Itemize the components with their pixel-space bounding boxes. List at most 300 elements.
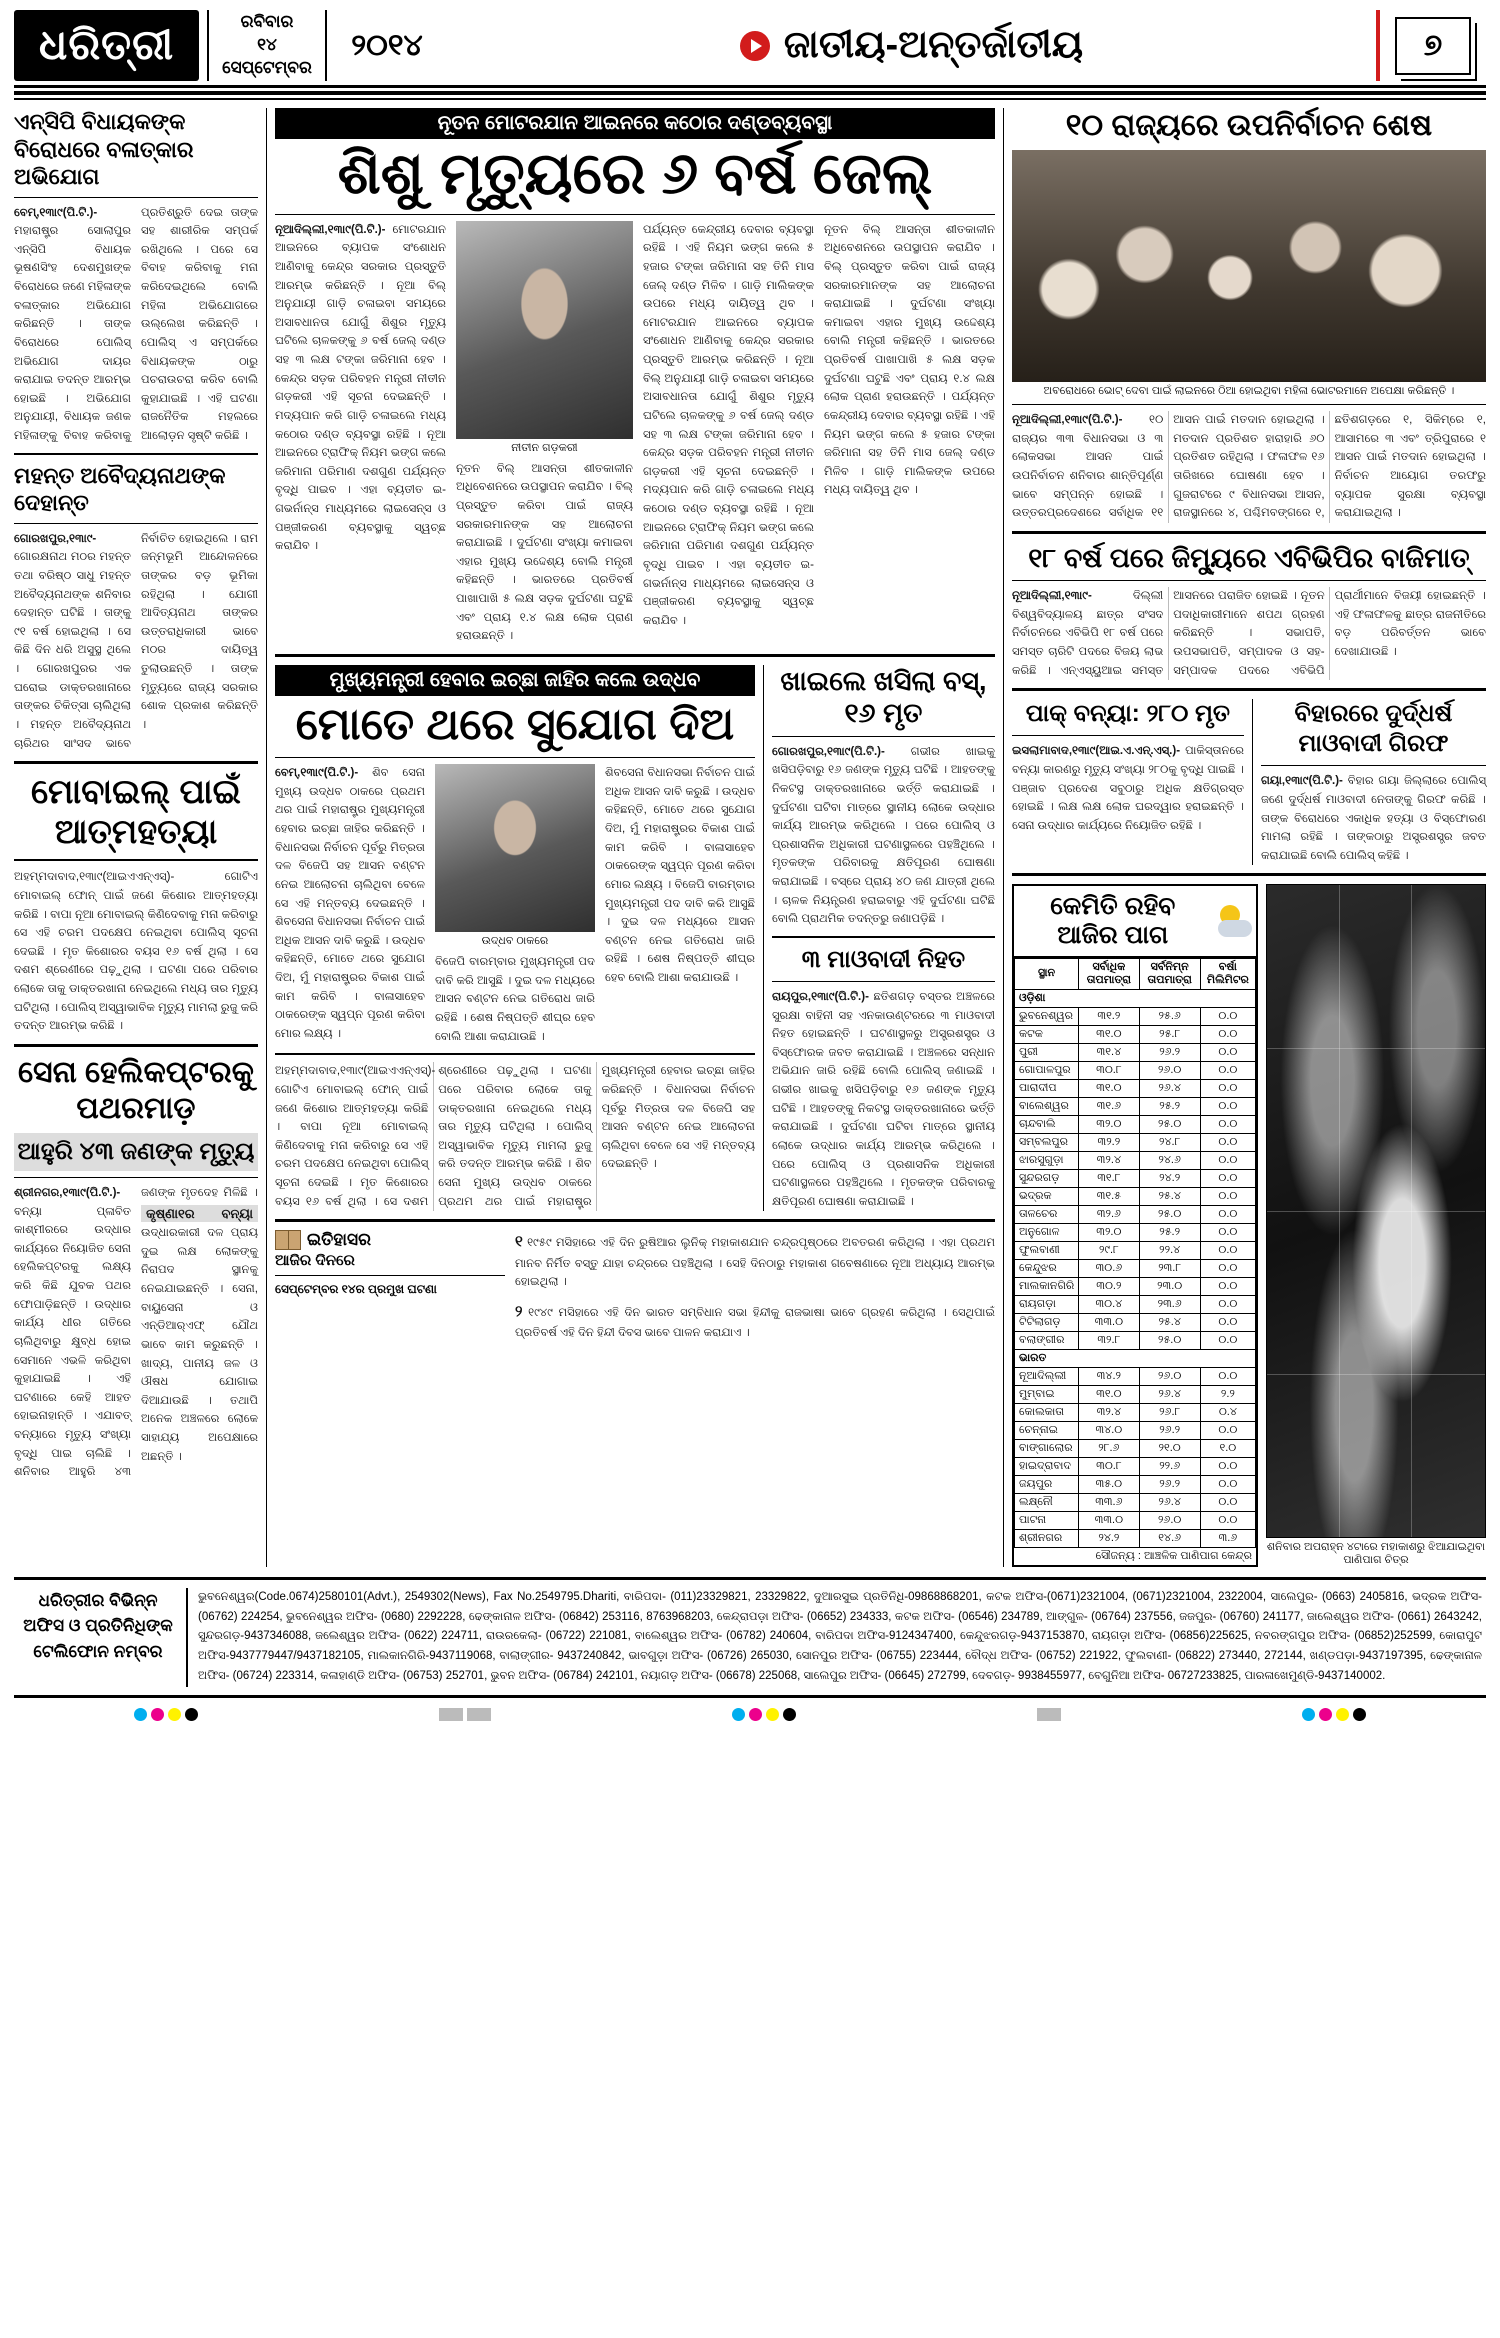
history-item-text: ୧୯୫୯ ମସିହାରେ ଏହି ଦିନ ରୁଷିଆର ଲୁନିକ୍‌ ମହାକାଶଯାନ ଚନ୍ଦ୍ରପୃଷ୍ଠରେ ଅବତରଣ କରିଥିଲା । ଏହା ପ୍ରଥମ ମାନବ ନିର୍ମିତ ବସ୍ତୁ ଯାହା ଚନ୍ଦ୍ରରେ ପହଞ୍ଚିଥିଲା । ସେହି ଦିନଠାରୁ ମହାକାଶ ଗବେଷଣାରେ ନୂଆ ଅଧ୍ୟାୟ ଆରମ୍ଭ ହୋଇଥିଲା । [514,1237,995,1289]
article-body [1012,587,1486,680]
body-text: ବନ୍ୟା ପ୍ଳାବିତ କାଶ୍ମୀରରେ ଉଦ୍ଧାର କାର୍ଯ୍ୟରେ ନିୟୋଜିତ ସେନା ହେଲିକପ୍ଟରକୁ ଲକ୍ଷ୍ୟ କରି କିଛି ଯୁବକ ପଥର ଫୋପାଡ଼ିଛନ୍ତି । ଉଦ୍ଧାର କାର୍ଯ୍ୟ ଧୀର ଗତିରେ ଚାଲିଥିବାରୁ କ୍ଷୁବ୍ଧ ହୋଇ ସେମାନେ ଏଭଳି କରିଥିବା କୁହାଯାଇଛି । ଏହି ଘଟଣାରେ କେହି ଆହତ ହୋଇନାହାନ୍ତି । ଏଯାବତ୍‌ ବନ୍ୟାରେ ମୃତ୍ୟୁ ସଂଖ୍ୟା ବୃଦ୍ଧି ପାଇ ଚାଲିଛି । ଶନିବାର ଆହୁରି ୪୩ ଜଣଙ୍କ ମୃତଦେହ ମିଳିଛି । [14,1186,258,1479]
masthead-rule-2 [14,98,1486,100]
weather-row [1014,1169,1255,1187]
weather-value: ୦.୦ [1200,1187,1255,1205]
divider [14,859,258,861]
weather-value: ୩୧.୦ [1079,1079,1139,1097]
article-body [772,743,995,929]
weather-value: ୦.୦ [1200,1421,1255,1439]
weather-value: ୩୧.୨ [1079,1007,1139,1025]
article-body-col4 [824,221,995,646]
weather-value: ୦.୦ [1200,1367,1255,1385]
column-left [14,108,258,1567]
dateline: ଗୋରଖପୁର,୧୩ା୯- [14,532,97,545]
color-group [1302,1708,1366,1721]
body-text-4: ପର୍ଯ୍ୟନ୍ତ କେନ୍ଦ୍ରୀୟ ଦେବାର ବ୍ୟବସ୍ଥା ରହିଛି । ଏହି ନିୟମ ଭଙ୍ଗ କଲେ ୫ ହଜାର ଟଙ୍କା ଜରିମାନା ସହ ତିନି ମାସ ଜେଲ୍‌ ଦଣ୍ଡ ମିଳିବ । ଗାଡ଼ି ମାଲିକଙ୍କ ଉପରେ ମଧ୍ୟ ଦାୟିତ୍ୱ ଥିବ । [823,391,995,497]
headline: ୩ ମାଓବାଦୀ ନିହତ [801,945,966,973]
divider [14,761,258,764]
weather-row [1014,1151,1255,1169]
body-text-7: ଶିବ ସେନା ମୁଖ୍ୟ ଉଦ୍ଧବ ଠାକରେ ପ୍ରଥମ ଥର ପାଇଁ ମହାରାଷ୍ଟ୍ର ମୁଖ୍ୟମନ୍ତ୍ରୀ ହେବାର ଇଚ୍ଛା ଜାହିର କରିଛନ୍ତି । ବିଧାନସଭା ନିର୍ବାଚନ ପୂର୍ବରୁ ମିତ୍ରତା ଦଳ ବିଜେପି ସହ ଆସନ ବଣ୍ଟନ ନେଇ ଆଲୋଚନା ଚାଲିଥିବା ବେଳେ ସେ ଏହି ମନ୍ତବ୍ୟ ଦେଇଛନ୍ତି । [438,1065,755,1208]
body-text: ଗୋରକ୍ଷନାଥ ମଠର ମହନ୍ତ ତଥା ବରିଷ୍ଠ ସାଧୁ ମହନ୍ତ ଅବୈଦ୍ୟନାଥଙ୍କ ଶନିବାର ଦେହାନ୍ତ ଘଟିଛି । ତାଙ୍କୁ ୯୧ ବର୍ଷ ହୋଇଥିଲା । ସେ କିଛି ଦିନ ଧରି ଅସୁସ୍ଥ ଥିଲେ । ଗୋରଖପୁରର ଏକ ଘରୋଇ ଡାକ୍ତରଖାନାରେ ତାଙ୍କର ଚିକିତ୍ସା ଚାଲିଥିଲା । ମହନ୍ତ ଅବୈଦ୍ୟନାଥ ଚାରିଥର ସାଂସଦ ଭାବେ ନିର୍ବାଚିତ ହୋଇଥିଲେ । ରାମ ଜନ୍ମଭୂମି ଆନ୍ଦୋଳନରେ ତାଙ୍କର ବଡ଼ ଭୂମିକା ରହିଥିଲା । ଯୋଗୀ ଆଦିତ୍ୟନାଥ ତାଙ୍କର ଉତ୍ତରାଧିକାରୀ ଭାବେ ମଠର ଦାୟିତ୍ୱ ତୁଲାଉଛନ୍ତି । ତାଙ୍କ ମୃତ୍ୟୁରେ ରାଜ୍ୟ ସରକାର ଶୋକ ପ୍ରକାଶ କରିଛନ୍ତି । [14,532,258,750]
section-title: ଜାତୀୟ-ଅନ୍ତର୍ଜାତୀୟ [783,24,1084,66]
weather-city: ରାୟଗଡ଼ା [1014,1295,1078,1313]
weather-city: ଗୋପାଳପୁର [1014,1061,1078,1079]
weather-value: ୦.୦ [1200,1151,1255,1169]
photo-caption: ନୀତୀନ ଗଡ଼କରୀ [511,441,578,454]
weather-row [1014,1241,1255,1259]
divider [1012,531,1486,534]
weather-value: ୩୩.୬ [1079,1493,1139,1511]
weather-city: କେନ୍ଦୁଝର [1014,1259,1078,1277]
weather-value: ୩୪.୨ [1079,1367,1139,1385]
divider [14,1177,258,1178]
weather-value: ୦.୦ [1200,1313,1255,1331]
weather-value: ୦.୦ [1200,1223,1255,1241]
center-lower-section [275,665,995,1212]
weather-city: ଝାରସୁଗୁଡ଼ା [1014,1151,1078,1169]
weather-value: ୨୨.୬ [1139,1457,1200,1475]
satellite-block [1266,884,1486,1567]
weather-value: ୩୧.୪ [1079,1043,1139,1061]
weather-section-label: ଓଡ଼ିଶା [1014,989,1255,1007]
issue-date-text: ୧୪ ସେପ୍ଟେମ୍ବର [222,35,312,77]
divider [1012,404,1486,405]
right-two-up [1012,699,1486,865]
weather-city: ଲକ୍ଷ୍ନୌ [1014,1493,1078,1511]
history-subtitle: ଆଜିର ଦିନରେ [274,1252,355,1270]
color-group [1037,1708,1061,1721]
weather-value: ୨୮.୬ [1079,1439,1139,1457]
history-item-marker: ୨ [514,1302,523,1320]
weather-city: ନୂଆଦିଲ୍ଲୀ [1014,1367,1078,1385]
weather-col-min: ସର୍ବନିମ୍ନ ତାପମାତ୍ରା [1139,958,1200,989]
weather-value: ୨୯.୮ [1079,1241,1139,1259]
weather-value: ୩୨.୮ [1079,1331,1139,1349]
weather-value: ୨୬.୪ [1139,1493,1200,1511]
article-body-col1 [275,764,425,1046]
weather-value: ୨୨.୪ [1139,1241,1200,1259]
weather-row [1014,1511,1255,1529]
weather-city: ଜୟପୁର [1014,1475,1078,1493]
weather-value: ୦.୦ [1200,1277,1255,1295]
divider [14,523,258,524]
weather-value: ୨୬.୨ [1139,1421,1200,1439]
body-text: ମୋଟରଯାନ ଆଇନରେ ବ୍ୟାପକ ସଂଶୋଧନ ଆଣିବାକୁ କେନ୍ଦ୍ର ସରକାର ପ୍ରସ୍ତୁତି ଆରମ୍ଭ କରିଛନ୍ତି । ନୂଆ ବିଲ୍‌ ଅନୁଯାୟୀ ଗାଡ଼ି ଚଳାଇବା ସମୟରେ ଅସାବଧାନତା ଯୋଗୁଁ ଶିଶୁର ମୃତ୍ୟୁ ଘଟିଲେ ଚାଳକଙ୍କୁ ୬ ବର୍ଷ ଜେଲ୍‌ ଦଣ୍ଡ ସହ ୩ ଲକ୍ଷ ଟଙ୍କା ଜରିମାନା ହେବ । କେନ୍ଦ୍ର ସଡ଼କ ପରିବହନ ମନ୍ତ୍ରୀ ନୀତୀନ ଗଡ଼କରୀ ଏହି ସୂଚନା ଦେଇଛନ୍ତି । ମଦ୍ୟପାନ କରି ଗାଡ଼ି ଚଳାଇଲେ ମଧ୍ୟ କଠୋର ଦଣ୍ଡ ବ୍ୟବସ୍ଥା ରହିଛି । ନୂଆ ଆଇନରେ ଟ୍ରାଫିକ୍‌ ନିୟମ ଭଙ୍ଗ କଲେ ଜରିମାନା ପରିମାଣ ଦଶଗୁଣ ପର୍ଯ୍ୟନ୍ତ ବୃଦ୍ଧି ପାଇବ । ଏହା ବ୍ୟତୀତ ଇ-ଗଭର୍ନାନ୍ସ ମାଧ୍ୟମରେ ଲାଇସେନ୍ସ ଓ ପଞ୍ଜୀକରଣ ବ୍ୟବସ୍ଥାକୁ ସ୍ୱଚ୍ଛ କରାଯିବ । [274,223,446,553]
article-body-col3 [605,764,755,1046]
weather-value: ୩୩.୦ [1079,1511,1139,1529]
weather-value: ୦.୦ [1200,1205,1255,1223]
weather-row [1014,1187,1255,1205]
body-text: ୧୦ ରାଜ୍ୟର ୩୩ ବିଧାନସଭା ଓ ୩ ଲୋକସଭା ଆସନ ପାଇଁ ଉପନିର୍ବାଚନ ଶନିବାର ଶାନ୍ତିପୂର୍ଣ୍ଣ ଭାବେ ସମ୍ପନ୍ନ ହୋଇଛି । ଉତ୍ତରପ୍ରଦେଶରେ ସର୍ବାଧିକ ୧୧ ଆସନ ପାଇଁ ମତଦାନ ହୋଇଥିଲା । ମତଦାନ ପ୍ରତିଶତ ହାରାହାରି ୬୦ ପ୍ରତିଶତ ରହିଥିଲା । ଫଳାଫଳ ୧୬ ତାରିଖରେ ଘୋଷଣା ହେବ । [1011,414,1325,520]
history-title: ଇତିହାସର [306,1230,371,1250]
body-text-5: ବିଜେପି ବାରମ୍ବାର ମୁଖ୍ୟମନ୍ତ୍ରୀ ପଦ ଦାବି କରି ଆସୁଛି । ଦୁଇ ଦଳ ମଧ୍ୟରେ ଆସନ ବଣ୍ଟନ ନେଇ ଗତିରୋଧ ଜାରି ରହିଛି । ଶେଷ ନିଷ୍ପତ୍ତି ଶୀଘ୍ର ହେବ ବୋଲି ଆଶା କରାଯାଉଛି । [604,878,755,985]
weather-value: ୩୨.୦ [1079,1115,1139,1133]
article-body [14,204,258,446]
weather-row [1014,1061,1255,1079]
weather-value: ୦.୦ [1200,1097,1255,1115]
weather-value: ୨୪.୬ [1139,1151,1200,1169]
weather-row [1014,1025,1255,1043]
weather-value: ୩୦.୮ [1079,1061,1139,1079]
body-text: ଛତିଶଗଡ଼ ବସ୍ତର ଅଞ୍ଚଳରେ ସୁରକ୍ଷା ବାହିନୀ ସହ ଏନକାଉଣ୍ଟରରେ ୩ ମାଓବାଦୀ ନିହତ ହୋଇଛନ୍ତି । ଘଟଣାସ୍ଥଳରୁ ଅସ୍ତ୍ରଶସ୍ତ୍ର ଓ ବିସ୍ଫୋରକ ଜବତ କରାଯାଇଛି । ଅଞ୍ଚଳରେ ସନ୍ଧାନ ଅଭିଯାନ ଜାରି ରହିଛି ବୋଲି ପୋଲିସ୍‌ ଜଣାଇଛି । [771,990,995,1078]
weather-row [1014,1529,1255,1547]
dateline: ବେମ୍‌,୧୩ା୯(ପି.ଟି.)- [274,767,359,780]
article-body-col3 [643,221,814,646]
photo-block [435,764,595,1046]
weather-value: ୩୨.୪ [1079,1403,1139,1421]
weather-value: ୩୫.୦ [1079,1475,1139,1493]
weather-city: ଫୁଲବାଣୀ [1014,1241,1078,1259]
body-text-2: ବସ୍‌ରେ ପ୍ରାୟ ୪୦ ଜଣ ଯାତ୍ରୀ ଥିଲେ । ଚାଳକ ନିୟନ୍ତ୍ରଣ ହରାଇବାରୁ ଏହି ଦୁର୍ଘଟଣା ଘଟିଛି ବୋଲି ପ୍ରାଥମିକ ତଦନ୍ତରୁ ଜଣାପଡ଼ିଛି । [771,876,995,926]
body-text-6: ଅହମ୍ମଦାବାଦ,୧୩ା୯(ଆଇଏଏନ୍‌ଏସ୍‌)- ଗୋଟିଏ ମୋବାଇଲ୍‌ ଫୋନ୍‌ ପାଇଁ ଜଣେ କିଶୋର ଆତ୍ମହତ୍ୟା କରିଛି । ବାପା ନୂଆ ମୋବାଇଲ୍‌ କିଣିଦେବାକୁ ମନା କରିବାରୁ ସେ ଏହି ଚରମ ପଦକ୍ଷେପ ନେଇଥିବା ପୋଲିସ୍‌ ସୂଚନା ଦେଇଛି । ମୃତ କିଶୋରର ବୟସ ୧୬ ବର୍ଷ ଥିଲା । ସେ ଦଶମ ଶ୍ରେଣୀରେ ପଢ଼ୁଥିଲା । ଘଟଣା ପରେ ପରିବାର ଲୋକେ ତାକୁ ଡାକ୍ତରଖାନା ନେଇଥିଲେ ମଧ୍ୟ ତାର ମୃତ୍ୟୁ ଘଟିଥିଲା । ପୋଲିସ୍‌ ଅସ୍ୱାଭାବିକ ମୃତ୍ୟୁ ମାମଲା ରୁଜୁ କରି ତଦନ୍ତ ଆରମ୍ଭ କରିଛି । [274,1065,592,1208]
weather-city: ସମ୍ବଲପୁର [1014,1133,1078,1151]
weather-value: ୦.୦ [1200,1043,1255,1061]
history-header [275,1230,505,1342]
weather-value: ୨୫.୨ [1139,1097,1200,1115]
article-mobile-suicide [14,772,258,1036]
weather-value: ୦.୦ [1200,1331,1255,1349]
masthead-rule [14,91,1486,95]
book-icon [275,1230,301,1250]
article-pak-flood [1012,699,1244,865]
body-text: ପାକିସ୍ତାନରେ ବନ୍ୟା କାରଣରୁ ମୃତ୍ୟୁ ସଂଖ୍ୟା ୨୮୦କୁ ବୃଦ୍ଧି ପାଇଛି । ପଞ୍ଜାବ ପ୍ରଦେଶ ସବୁଠାରୁ ଅଧିକ କ୍ଷତିଗ୍ରସ୍ତ ହୋଇଛି । ଲକ୍ଷ ଲକ୍ଷ ଲୋକ ଘରଦ୍ୱାର ହରାଇଛନ୍ତି । ସେନା ଉଦ୍ଧାର କାର୍ଯ୍ୟରେ ନିୟୋଜିତ ରହିଛି । [1011,745,1244,832]
weather-value: ୨୫.୪ [1139,1187,1200,1205]
dateline: ନୂଆଦିଲ୍ଲୀ,୧୩ା୯(ପି.ଟି.)- [274,223,386,236]
divider [1012,735,1244,736]
weather-col-place: ସ୍ଥାନ [1014,958,1078,989]
history-line: ସେପ୍ଟେମ୍ବର ୧୪ର ପ୍ରମୁଖ ଘଟଣା [274,1282,437,1297]
body-text-2: ଶିବସେନା ବିଧାନସଭା ନିର୍ବାଚନ ପାଇଁ ଅଧିକ ଆସନ ଦାବି କରୁଛି । ଉଦ୍ଧବ କହିଛନ୍ତି, ମୋତେ ଥରେ ସୁଯୋଗ ଦିଅ, ମୁଁ ମହାରାଷ୍ଟ୍ରର ବିକାଶ ପାଇଁ କାମ କରିବି । ବାଳାସାହେବ ଠାକରେଙ୍କ ସ୍ୱପ୍ନ ପୂରଣ କରିବା ମୋର ଲକ୍ଷ୍ୟ । [274,916,425,1040]
weather-city: ଅନୁଗୋଳ [1014,1223,1078,1241]
satellite-image [1266,884,1486,1538]
weather-value: ୩୧.୮ [1079,1169,1139,1187]
body-text-2: ଗଭୀର ଖାଇକୁ ଖସିପଡ଼ିବାରୁ ୧୬ ଜଣଙ୍କ ମୃତ୍ୟୁ ଘଟିଛି । ଆହତଙ୍କୁ ନିକଟସ୍ଥ ଡାକ୍ତରଖାନାରେ ଭର୍ତ୍ତି କରାଯାଇଛି । ଦୁର୍ଘଟଣା ଘଟିବା ମାତ୍ରେ ସ୍ଥାନୀୟ ଲୋକେ ଉଦ୍ଧାର କାର୍ଯ୍ୟ ଆରମ୍ଭ କରିଥିଲେ । ପରେ ପୋଲିସ୍‌ ଓ ପ୍ରଶାସନିକ ଅଧିକାରୀ ଘଟଣାସ୍ଥଳରେ ପହଞ୍ଚିଥିଲେ । ମୃତକଙ୍କ ପରିବାରକୁ କ୍ଷତିପୂରଣ ଘୋଷଣା କରାଯାଇଛି । [771,1084,995,1208]
divider [772,981,995,982]
weather-value: ୨୬.୦ [1139,1511,1200,1529]
divider [275,1053,755,1055]
article-body-continued [275,1062,755,1211]
weather-value: ୩୨.୨ [1079,1133,1139,1151]
body-text-under-photo: ନୂତନ ବିଲ୍‌ ଆସନ୍ତା ଶୀତକାଳୀନ ଅଧିବେଶନରେ ଉପସ୍ଥାପନ କରାଯିବ । ବିଲ୍‌ ପ୍ରସ୍ତୁତ କରିବା ପାଇଁ ରାଜ୍ୟ ସରକାରମାନଙ୍କ ସହ ଆଲୋଚନା କରାଯାଇଛି । ଦୁର୍ଘଟଣା ସଂଖ୍ୟା କମାଇବା ଏହାର ମୁଖ୍ୟ ଉଦ୍ଦେଶ୍ୟ ବୋଲି ମନ୍ତ୍ରୀ କହିଛନ୍ତି । ଭାରତରେ ପ୍ରତିବର୍ଷ ପାଖାପାଖି ୫ ଲକ୍ଷ ସଡ଼କ ଦୁର୍ଘଟଣା ଘଟୁଛି ଏବଂ ପ୍ରାୟ ୧.୪ ଲକ୍ଷ ଲୋକ ପ୍ରାଣ ହରାଉଛନ୍ତି । [455,462,633,643]
weather-row [1014,1223,1255,1241]
weather-table [1014,958,1256,1548]
body-text-2: ଉଦ୍ଧାରକାରୀ ଦଳ ପ୍ରାୟ ଦୁଇ ଲକ୍ଷ ଲୋକଙ୍କୁ ନିରାପଦ ସ୍ଥାନକୁ ନେଇଯାଇଛନ୍ତି । ସେନା, ବାୟୁସେନା ଓ ଏନ୍‌ଡିଆର୍‌ଏଫ୍‌ ଯୌଥ ଭାବେ କାମ କରୁଛନ୍ତି । ଖାଦ୍ୟ, ପାନୀୟ ଜଳ ଓ ଔଷଧ ଯୋଗାଇ ଦିଆଯାଉଛି । ତଥାପି ଅନେକ ଅଞ୍ଚଳରେ ଲୋକେ ସାହାଯ୍ୟ ଅପେକ୍ଷାରେ ଅଛନ୍ତି । [140,1227,258,1463]
weather-row [1014,1007,1255,1025]
weather-row [1014,1457,1255,1475]
weather-col-max: ସର୍ବାଧିକ ତାପମାତ୍ରା [1079,958,1139,989]
footer-title: ଧରିତ୍ରୀର ବିଭିନ୍ନ ଅଫିସ ଓ ପ୍ରତିନିଧିଙ୍କ ଟେଲିଫୋନ ନମ୍ବର [18,1588,188,1687]
weather-value: ୩୦.୨ [1079,1277,1139,1295]
footer-contacts [14,1577,1486,1698]
weather-value: ୦.୦ [1200,1007,1255,1025]
weather-city: ଚେନ୍ନାଇ [1014,1421,1078,1439]
column-divider [1003,108,1004,1567]
masthead [14,10,1486,88]
weather-section-row [1014,989,1255,1007]
weather-value: ୩୨.୦ [1079,1223,1139,1241]
weather-value: ୨୧.୦ [1139,1439,1200,1457]
article-bypolls [1012,108,1486,523]
weather-value: ୩୧.୦ [1079,1385,1139,1403]
weather-row [1014,1043,1255,1061]
weather-row [1014,1367,1255,1385]
weather-title: କେମିତି ରହିବ ଆଜିର ପାଗ [1050,892,1176,950]
weather-row [1014,1205,1255,1223]
article-body: ଅହମ୍ମଦାବାଦ,୧୩ା୯(ଆଇଏଏନ୍‌ଏସ୍‌)- ଗୋଟିଏ ମୋବାଇଲ୍‌ ଫୋନ୍‌ ପାଇଁ ଜଣେ କିଶୋର ଆତ୍ମହତ୍ୟା କରିଛି । ବାପା ନୂଆ ମୋବାଇଲ୍‌ କିଣିଦେବାକୁ ମନା କରିବାରୁ ସେ ଏହି ଚରମ ପଦକ୍ଷେପ ନେଇଥିବା ପୋଲିସ୍‌ ସୂଚନା ଦେଇଛି । ମୃତ କିଶୋରର ବୟସ ୧୬ ବର୍ଷ ଥିଲା । ସେ ଦଶମ ଶ୍ରେଣୀରେ ପଢ଼ୁଥିଲା । ଘଟଣା ପରେ ପରିବାର ଲୋକେ ତାକୁ ଡାକ୍ତରଖାନା ନେଇଥିଲେ ମଧ୍ୟ ତାର ମୃତ୍ୟୁ ଘଟିଥିଲା । ପୋଲିସ୍‌ ଅସ୍ୱାଭାବିକ ମୃତ୍ୟୁ ମାମଲା ରୁଜୁ କରି ତଦନ୍ତ ଆରମ୍ଭ କରିଛି । [14,871,258,1033]
weather-value: ୨୩.୮ [1139,1259,1200,1277]
weather-value: ୦.୦ [1200,1079,1255,1097]
weather-row [1014,1475,1255,1493]
weather-value: ୧.୦ [1200,1439,1255,1457]
weather-value: ୦.୦ [1200,1511,1255,1529]
headline: ମୋତେ ଥରେ ସୁଯୋଗ ଦିଅ [295,699,735,749]
body-text-2: ପର୍ଯ୍ୟନ୍ତ କେନ୍ଦ୍ରୀୟ ଦେବାର ବ୍ୟବସ୍ଥା ରହିଛି । ଏହି ନିୟମ ଭଙ୍ଗ କଲେ ୫ ହଜାର ଟଙ୍କା ଜରିମାନା ସହ ତିନି ମାସ ଜେଲ୍‌ ଦଣ୍ଡ ମିଳିବ । ଗାଡ଼ି ମାଲିକଙ୍କ ଉପରେ ମଧ୍ୟ ଦାୟିତ୍ୱ ଥିବ । [642,223,814,311]
weather-value: ୩୦.୪ [1079,1295,1139,1313]
weather-city: ବଲାଙ୍ଗୀର [1014,1331,1078,1349]
color-group [732,1708,796,1721]
weather-row [1014,1277,1255,1295]
weather-value: ୩୨.୬ [1079,1205,1139,1223]
article-army-helicopter [14,1055,258,1482]
article-uddhav [275,665,755,1212]
column-divider [763,665,764,1212]
article-body [1261,772,1486,865]
weather-value: ୨୬.୪ [1139,1079,1200,1097]
divider [772,936,995,938]
divider [772,736,995,737]
weather-value: ୨୫.୬ [1139,1007,1200,1025]
page-number-area [1376,10,1486,81]
article-bus-crash [772,665,995,929]
weather-city: କଟକ [1014,1025,1078,1043]
weather-city: ସୁନ୍ଦରଗଡ଼ [1014,1169,1078,1187]
color-group [439,1708,491,1721]
column-divider [1252,699,1253,865]
body-text-repeat: ମୋଟରଯାନ ଆଇନରେ ବ୍ୟାପକ ସଂଶୋଧନ ଆଣିବାକୁ କେନ୍ଦ୍ର ସରକାର ପ୍ରସ୍ତୁତି ଆରମ୍ଭ କରିଛନ୍ତି । ନୂଆ ବିଲ୍‌ ଅନୁଯାୟୀ ଗାଡ଼ି ଚଳାଇବା ସମୟରେ ଅସାବଧାନତା ଯୋଗୁଁ ଶିଶୁର ମୃତ୍ୟୁ ଘଟିଲେ ଚାଳକଙ୍କୁ ୬ ବର୍ଷ ଜେଲ୍‌ ଦଣ୍ଡ ସହ ୩ ଲକ୍ଷ ଟଙ୍କା ଜରିମାନା ହେବ । କେନ୍ଦ୍ର ସଡ଼କ ପରିବହନ ମନ୍ତ୍ରୀ ନୀତୀନ ଗଡ଼କରୀ ଏହି ସୂଚନା ଦେଇଛନ୍ତି । ମଦ୍ୟପାନ କରି ଗାଡ଼ି ଚଳାଇଲେ ମଧ୍ୟ କଠୋର ଦଣ୍ଡ ବ୍ୟବସ୍ଥା ରହିଛି । ନୂଆ ଆଇନରେ ଟ୍ରାଫିକ୍‌ ନିୟମ ଭଙ୍ଗ କଲେ ଜରିମାନା ପରିମାଣ ଦଶଗୁଣ ପର୍ଯ୍ୟନ୍ତ ବୃଦ୍ଧି ପାଇବ । ଏହା ବ୍ୟତୀତ ଇ-ଗଭର୍ନାନ୍ସ ମାଧ୍ୟମରେ ଲାଇସେନ୍ସ ଓ ପଞ୍ଜୀକରଣ ବ୍ୟବସ୍ଥାକୁ ସ୍ୱଚ୍ଛ କରାଯିବ । [642,316,814,627]
dateline: ଗୋରଖପୁର,୧୩ା୯(ପି.ଟି.)- [771,745,885,758]
weather-value: ୩.୬ [1200,1529,1255,1547]
column-right [1012,108,1486,1567]
issue-date [207,10,327,81]
dateline: ଇସଲାମାବାଦ,୧୩ା୯(ଆଇ.ଏ.ଏନ୍‌.ଏସ୍‌.)- [1011,745,1181,758]
weather-row [1014,1421,1255,1439]
weather-row [1014,1079,1255,1097]
weather-value: ୨୬.୦ [1139,1061,1200,1079]
weather-value: ୩୦.୬ [1079,1259,1139,1277]
weather-value: ୦.୦ [1200,1025,1255,1043]
article-motor-vehicle-act [275,108,995,646]
issue-year: ୨୦୧୪ [351,28,423,62]
body-text-2: ଗୁଜରାଟରେ ୯ ବିଧାନସଭା ଆସନ, ରାଜସ୍ଥାନରେ ୪, ପଶ୍ଚିମବଙ୍ଗରେ ୧, ଛତିଶଗଡ଼ରେ ୧, ସିକିମ୍‌ରେ ୧, ଆସାମରେ ୩ ଏବଂ ତ୍ରିପୁରାରେ ୧ ଆସନ ପାଇଁ ମତଦାନ ହୋଇଥିଲା । ନିର୍ବାଚନ ଆୟୋଗ ତରଫରୁ ବ୍ୟାପକ ସୁରକ୍ଷା ବ୍ୟବସ୍ଥା କରାଯାଇଥିଲା । [1173,414,1486,520]
weather-value: ୨୪.୨ [1079,1529,1139,1547]
weather-city: ପାରାଦୀପ [1014,1079,1078,1097]
weather-value: ୩୦.୮ [1079,1457,1139,1475]
weather-row [1014,1313,1255,1331]
article-body [772,988,995,1212]
dateline: ଶ୍ରୀନଗର,୧୩ା୯(ପି.ଟି.)- [14,1186,121,1199]
article-maoists-killed [772,945,995,1212]
article-abvp-du [1012,542,1486,681]
weather-value: ୨୩.୦ [1139,1277,1200,1295]
headline: ମହନ୍ତ ଅବୈଦ୍ୟନାଥଙ୍କ ଦେହାନ୍ତ [14,462,226,516]
weather-city: ଶ୍ରୀନଗର [1014,1529,1078,1547]
weather-city: ଭୁବନେଶ୍ୱର [1014,1007,1078,1025]
weather-value: ୦.୦ [1200,1169,1255,1187]
weather-value: ୨୫.୨ [1139,1223,1200,1241]
photo-caption: ଅବରୋଧରେ ଭୋଟ୍‌ ଦେବା ପାଇଁ ଲାଇନରେ ଠିଆ ହୋଇଥିବା ମହିଳା ଭୋଟରମାନେ ଅପେକ୍ଷା କରିଛନ୍ତି । [1043,385,1455,397]
history-item [515,1230,995,1292]
inline-subhead: କୃଷ୍ଣା୧ର ବନ୍ୟା [141,1205,258,1222]
weather-value: ୨୫.୦ [1139,1331,1200,1349]
body-text: ବିହାର ଗୟା ଜିଲ୍ଲାରେ ପୋଲିସ୍‌ ଜଣେ ଦୁର୍ଦ୍ଧର୍ଷ ମାଓବାଦୀ ନେତାଙ୍କୁ ଗିରଫ କରିଛି । ତାଙ୍କ ବିରୋଧରେ ଏକାଧିକ ହତ୍ୟା ଓ ବିସ୍ଫୋରଣ ମାମଲା ରହିଛି । ତାଙ୍କଠାରୁ ଅସ୍ତ୍ରଶସ୍ତ୍ର ଜବତ କରାଯାଇଛି ବୋଲି ପୋଲିସ୍‌ କହିଛି । [1260,775,1486,862]
weather-row [1014,1403,1255,1421]
weather-value: ୦.୦ [1200,1115,1255,1133]
divider [275,1219,995,1222]
photo-block [456,221,633,646]
photo-nitin-gadkari [456,221,633,439]
weather-row [1014,1385,1255,1403]
history-item [515,1300,995,1343]
divider [14,1044,258,1047]
weather-row [1014,1439,1255,1457]
dateline: ନୂଆଦିଲ୍ଲୀ,୧୩ା୯(ପି.ଟି.)- [1011,414,1123,426]
article-body-col1 [275,221,446,646]
weather-row [1014,1295,1255,1313]
weather-value: ୨୪.୮ [1139,1133,1200,1151]
weather-value: ୩୩.୦ [1079,1313,1139,1331]
divider [14,197,258,198]
body-text-2: ସଭାପତି, ଉପସଭାପତି, ସମ୍ପାଦକ ଓ ସହ-ସମ୍ପାଦକ ପଦରେ ଏବିଭିପି ପ୍ରାର୍ଥୀମାନେ ବିଜୟୀ ହୋଇଛନ୍ତି । ଏହି ଫଳାଫଳକୁ ଛାତ୍ର ରାଜନୀତିରେ ବଡ଼ ପରିବର୍ତ୍ତନ ଭାବେ ଦେଖାଯାଉଛି । [1173,590,1486,677]
headline: ପାକ୍‌ ବନ୍ୟା: ୨୮୦ ମୃତ [1025,700,1231,728]
article-mahanta-death [14,462,258,754]
weather-value: ୦.୦ [1200,1457,1255,1475]
weather-value: ୦.୪ [1200,1403,1255,1421]
subheadline: ଆହୁରି ୪୩ ଜଣଙ୍କ ମୃତ୍ୟୁ [17,1137,255,1165]
page-number: ୭ [1395,17,1471,75]
photo-women-voters [1012,150,1486,382]
color-group [134,1708,198,1721]
dateline: ଗୟା,୧୩ା୯(ପି.ଟି.)- [1260,775,1343,788]
weather-col-rain: ବର୍ଷା ମିଲିମିଟର [1200,958,1255,989]
column-center [275,108,995,1567]
satellite-caption: ଶନିବାର ଅପରାହ୍ନ ୪ଟାରେ ମହାକାଶରୁ ଝିଆଯାଇଥିବା ପାଣିପାଗ ଚିତ୍ର [1266,1540,1486,1566]
headline: ୧୮ ବର୍ଷ ପରେ ଜିମ୍ୟୁରେ ଏବିଭିପିର ବାଜିମାତ୍‌ [1028,542,1470,573]
footer-phone-list: ଭୁବନେଶ୍ୱର(Code.0674)2580101(Advt.), 2549302(News), Fax No.2549795.Dhariti, ବାରିପଦା- (011)23329821, 23329822, ଦୁଆରସୁଇ ପ୍ରତିନିଧି-09868868201, କଟକ ଅଫିସ-(0671)2321004, (0671)2321004, 2322004, ସାଲେପୁର- (0663) 2405816, ଭଦ୍ରକ ଅଫିସ- (06762) 224254, ଭୁବନେଶ୍ୱର ଅଫିସ- (0680) 2292228, ଢେଙ୍କାନାଳ ଅଫିସ- (06842) 253116, 8763968203, କେନ୍ଦ୍ରାପଡ଼ା ଅଫିସ- (06652) 234333, କଟକ ଅଫିସ- (06546) 234789, ଆଙ୍ଗୁଳ- (06764) 237556, ଜଜପୁର- (06760) 241177, ଜାଲେଶ୍ୱର ଅଫିସ- (0661) 2643242, ସୁନ୍ଦରଗଡ଼-9437346088, ଜଲେଶ୍ୱର ଅଫିସ- (0622) 224711, ରାଉରକେଲା- (06722) 221081, ବାଲେଶ୍ୱର ଅଫିସ- (06782) 240604, ବାରିପଦା ଅଫିସ-9124347400, କେନ୍ଦୁଝରଗଡ଼-9437153870, ରାୟଗଡ଼ା ଅଫିସ- (06856)225625, ନବରଙ୍ଗପୁର ଅଫିସ- (06852)252599, କୋରାପୁଟ ଅଫିସ-9437779447/9437182105, ମାଲକାନଗିରି-9437119068, ବାଲାଙ୍ଗୀର- 9437240842, ଭାବଗୁଡ଼ା ଅଫିସ- (06726) 265030, ସୋନପୁର ଅଫିସ- (06755) 223444, ବୌଦ୍ଧ ଅଫିସ- (06752) 221922, ଫୁଲବାଣୀ- (06822) 273440, 272144, ଖଣ୍ଡପଡ଼ା-9437197395, ଢେଙ୍କାନାଳ ଅଫିସ- (06724) 223314, କଳାହାଣ୍ଡି ଅଫିସ- (06753) 252701, ଭୁବନ ଅଫିସ- (06784) 242101, ନୟାଗଡ଼ ଅଫିସ- (06678) 225068, ସାଲେପୁର ଅଫିସ- (06645) 272799, ଦେବଗଡ଼- 9938455977, ବେଗୁନିଆ ଅଫିସ- 06727233825, ପାରଳାଖେମୁଣ୍ଡି-9437140002. [198,1590,1482,1682]
weather-city: ମାଲକାନଗିରି [1014,1277,1078,1295]
play-icon [740,31,770,61]
column-center-right [772,665,995,1212]
article-ncp-mla [14,108,258,446]
weather-value: ୧୪.୬ [1139,1529,1200,1547]
weather-city: ପୁରୀ [1014,1043,1078,1061]
page-content [14,108,1486,1567]
dateline: ନୂଆଦିଲ୍ଲୀ,୧୩ା୯- [1011,590,1092,603]
body-text-3: ବିଜେପି ବାରମ୍ବାର ମୁଖ୍ୟମନ୍ତ୍ରୀ ପଦ ଦାବି କରି ଆସୁଛି । ଦୁଇ ଦଳ ମଧ୍ୟରେ ଆସନ ବଣ୍ଟନ ନେଇ ଗତିରୋଧ ଜାରି ରହିଛି । ଶେଷ ନିଷ୍ପତ୍ତି ଶୀଘ୍ର ହେବ ବୋଲି ଆଶା କରାଯାଉଛି । [434,956,595,1043]
headline: ୧୦ ରାଜ୍ୟରେ ଉପନିର୍ବାଚନ ଶେଷ [1065,109,1433,142]
weather-value: ୦.୦ [1200,1061,1255,1079]
weather-city: ହାଇଦ୍ରାବାଦ [1014,1457,1078,1475]
divider [1012,580,1486,581]
weather-table-box [1012,884,1258,1567]
weather-value: ୩୧.୬ [1079,1097,1139,1115]
weather-value: ୨୩.୬ [1139,1295,1200,1313]
weather-source: ସୌଜନ୍ୟ : ଆଞ୍ଚଳିକ ପାଣିପାଗ କେନ୍ଦ୍ର [1095,1549,1252,1562]
weather-row [1014,1259,1255,1277]
divider [275,654,995,657]
weather-value: ୨୬.୪ [1139,1385,1200,1403]
history-box [275,1230,995,1342]
weather-value: ୩୧.୫ [1079,1187,1139,1205]
weather-value: ୨.୨ [1200,1385,1255,1403]
column-divider [266,108,267,1567]
headline: ଖାଇଲେ ଖସିଲା ବସ୍‌, ୧୬ ମୃତ [780,665,987,729]
section-flag [447,10,1376,81]
weather-value: ୩୨.୪ [1079,1151,1139,1169]
body-text: ଦିଲ୍ଲୀ ବିଶ୍ୱବିଦ୍ୟାଳୟ ଛାତ୍ର ସଂସଦ ନିର୍ବାଚନରେ ଏବିଭିପି ୧୮ ବର୍ଷ ପରେ ସମସ୍ତ ଚାରିଟି ପଦରେ ବିଜୟ ଲାଭ କରିଛି । ଏନ୍‌ଏସ୍‌ୟୁଆଇ ସମସ୍ତ ଆସନରେ ପରାଜିତ ହୋଇଛି । ନୂତନ ପଦାଧିକାରୀମାନେ ଶପଥ ଗ୍ରହଣ କରିଛନ୍ତି । [1011,590,1325,677]
photo-caption: ଉଦ୍ଧବ ଠାକରେ [481,935,549,948]
headline: ସେନା ହେଲିକପ୍ଟରକୁ ପଥରମାଡ଼ [17,1055,254,1125]
weather-row [1014,1493,1255,1511]
divider [275,757,755,758]
weather-value: ୨୬.୨ [1139,1043,1200,1061]
headline: ଏନ୍‌ସିପି ବିଧାୟକଙ୍କ ବିରୋଧରେ ବଳାତ୍କାର ଅଭିଯୋଗ [14,109,194,189]
photo-uddhav-thackeray [435,764,595,932]
weather-value: ୦.୦ [1200,1493,1255,1511]
weather-value: ୨୬.୦ [1139,1367,1200,1385]
weather-city: ବାଙ୍ଗାଲୋର [1014,1439,1078,1457]
weather-value: ୨୫.୪ [1139,1313,1200,1331]
weather-city: ପାଟନା [1014,1511,1078,1529]
sun-cloud-icon [1218,903,1252,939]
history-item-text: ୧୯୪୯ ମସିହାରେ ଏହି ଦିନ ଭାରତ ସମ୍ବିଧାନ ସଭା ହିନ୍ଦୀକୁ ରାଜଭାଷା ଭାବେ ଗ୍ରହଣ କରିଥିଲା । ସେଥିପାଇଁ ପ୍ରତିବର୍ଷ ଏହି ଦିନ ହିନ୍ଦୀ ଦିବସ ଭାବେ ପାଳନ କରାଯାଏ । [514,1306,995,1340]
body-text: ଶିବ ସେନା ମୁଖ୍ୟ ଉଦ୍ଧବ ଠାକରେ ପ୍ରଥମ ଥର ପାଇଁ ମହାରାଷ୍ଟ୍ର ମୁଖ୍ୟମନ୍ତ୍ରୀ ହେବାର ଇଚ୍ଛା ଜାହିର କରିଛନ୍ତି । ବିଧାନସଭା ନିର୍ବାଚନ ପୂର୍ବରୁ ମିତ୍ରତା ଦଳ ବିଜେପି ସହ ଆସନ ବଣ୍ଟନ ନେଇ ଆଲୋଚନା ଚାଲିଥିବା ବେଳେ ସେ ଏହି ମନ୍ତବ୍ୟ ଦେଇଛନ୍ତି । [274,767,425,910]
weather-value: ୦.୦ [1200,1295,1255,1313]
history-item-marker: ୧ [514,1233,523,1251]
article-body [14,1184,258,1482]
weather-value: ୦.୦ [1200,1475,1255,1493]
weather-city: ଭଦ୍ରକ [1014,1187,1078,1205]
article-bihar-maoist [1261,699,1486,865]
divider [14,453,258,455]
body-text-4: ଶିବସେନା ବିଧାନସଭା ନିର୍ବାଚନ ପାଇଁ ଅଧିକ ଆସନ ଦାବି କରୁଛି । ଉଦ୍ଧବ କହିଛନ୍ତି, ମୋତେ ଥରେ ସୁଯୋଗ ଦିଅ, ମୁଁ ମହାରାଷ୍ଟ୍ରର ବିକାଶ ପାଇଁ କାମ କରିବି । ବାଳାସାହେବ ଠାକରେଙ୍କ ସ୍ୱପ୍ନ ପୂରଣ କରିବା ମୋର ଲକ୍ଷ୍ୟ । [604,767,755,891]
weather-value: ୩୧.୦ [1079,1025,1139,1043]
weather-row [1014,1331,1255,1349]
weather-value: ୦.୦ [1200,1259,1255,1277]
headline: ମୋବାଇଲ୍‌ ପାଇଁ ଆତ୍ମହତ୍ୟା [31,773,241,852]
main-headline: ଶିଶୁ ମୃତ୍ୟୁରେ ୬ ବର୍ଷ ଜେଲ୍‌ [337,141,933,206]
article-body [14,530,258,754]
body-text: ଗଭୀର ଖାଇକୁ ଖସିପଡ଼ିବାରୁ ୧୬ ଜଣଙ୍କ ମୃତ୍ୟୁ ଘଟିଛି । ଆହତଙ୍କୁ ନିକଟସ୍ଥ ଡାକ୍ତରଖାନାରେ ଭର୍ତ୍ତି କରାଯାଇଛି । ଦୁର୍ଘଟଣା ଘଟିବା ମାତ୍ରେ ସ୍ଥାନୀୟ ଲୋକେ ଉଦ୍ଧାର କାର୍ଯ୍ୟ ଆରମ୍ଭ କରିଥିଲେ । ପରେ ପୋଲିସ୍‌ ଓ ପ୍ରଶାସନିକ ଅଧିକାରୀ ଘଟଣାସ୍ଥଳରେ ପହଞ୍ଚିଥିଲେ । ମୃତକଙ୍କ ପରିବାରକୁ କ୍ଷତିପୂରଣ ଘୋଷଣା କରାଯାଇଛି । [771,745,995,889]
history-items [515,1230,995,1342]
weather-value: ୨୪.୨ [1139,1169,1200,1187]
divider [275,214,995,215]
weather-row [1014,1133,1255,1151]
dateline: ରାୟପୁର,୧୩ା୯(ପି.ଟି.)- [771,990,869,1003]
weather-value: ୨୫.୦ [1139,1205,1200,1223]
divider [275,1275,505,1276]
dateline: ବେମ୍‌,୧୩ା୯(ପି.ଟି.)- [14,206,98,219]
divider [1012,688,1486,691]
newspaper-logo: ଧରିତ୍ରୀ [14,10,199,81]
weather-value: ୨୫.୮ [1139,1025,1200,1043]
article-body [1012,742,1244,835]
weather-section-label: ଭାରତ [1014,1349,1255,1367]
weather-header [1014,886,1256,958]
weather-section-row [1014,1349,1255,1367]
weather-value: ୦.୦ [1200,1241,1255,1259]
body-text: ମହାରାଷ୍ଟ୍ର ସୋଲାପୁର ଏନ୍‌ସିପି ବିଧାୟକ ଭୂଷଣସିଂହ ଦେଶମୁଖଙ୍କ ବିରୋଧରେ ଜଣେ ମହିଳାଙ୍କ ବଳାତ୍କାର ଅଭିଯୋଗ କରିଛନ୍ତି । ତାଙ୍କ ବିରୋଧରେ ପୋଲିସ୍‌ ଅଭିଯୋଗ ଦାୟର କରାଯାଇ ତଦନ୍ତ ଆରମ୍ଭ ହୋଇଛି । ଅଭିଯୋଗ ଅନୁଯାୟୀ, ବିଧାୟକ ଜଣକ ମହିଳାଙ୍କୁ ବିବାହ କରିବାକୁ ପ୍ରତିଶ୍ରୁତି ଦେଇ ତାଙ୍କ ସହ ଶାରୀରିକ ସମ୍ପର୍କ ରଖିଥିଲେ । ପରେ ସେ ବିବାହ କରିବାକୁ ମନା କରିଦେଇଥିଲେ ବୋଲି ମହିଳା ଅଭିଯୋଗରେ ଉଲ୍ଲେଖ କରିଛନ୍ତି । ପୋଲିସ୍‌ ଏ ସମ୍ପର୍କରେ ବିଧାୟକଙ୍କ ଠାରୁ ପଚରାଉଚରା କରିବ ବୋଲି କୁହାଯାଇଛି । ଏହି ଘଟଣା ରାଜନୈତିକ ମହଲରେ ଆଲୋଡ଼ନ ସୃଷ୍ଟି କରିଛି । [14,206,258,442]
weather-value: ୨୬.୮ [1139,1403,1200,1421]
